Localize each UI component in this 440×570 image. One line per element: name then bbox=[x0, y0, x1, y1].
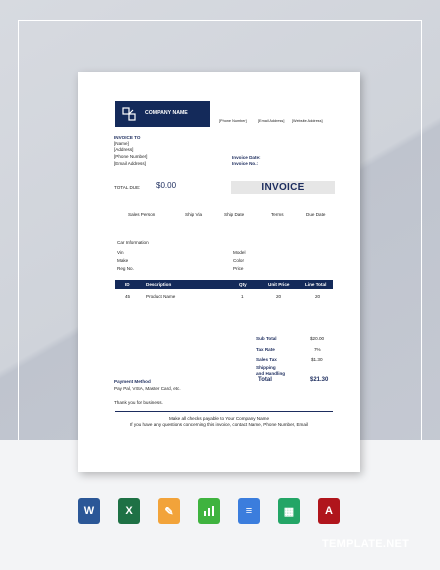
invoice-title: INVOICE bbox=[231, 181, 335, 194]
sales-tax-value: $1.30 bbox=[311, 357, 323, 362]
invoice-to-label: INVOICE TO bbox=[114, 135, 141, 140]
invoice-to-phone: [Phone Number] bbox=[114, 154, 148, 159]
terms-header: Terms bbox=[271, 212, 284, 217]
google-sheets-icon[interactable]: ▦ bbox=[278, 498, 300, 524]
payment-methods-text: Pay Pal, VISA, Master Card, etc. bbox=[114, 386, 181, 391]
sales-person-header: Sales Person bbox=[128, 212, 156, 217]
due-date-header: Due Date bbox=[306, 212, 326, 217]
excel-icon[interactable]: X bbox=[118, 498, 140, 524]
numbers-icon[interactable] bbox=[198, 498, 220, 524]
row-line-total: 20 bbox=[315, 294, 321, 299]
car-vin-label: Vin bbox=[117, 250, 124, 255]
invoice-to-name: [Name] bbox=[114, 141, 129, 146]
row-unit-price: 20 bbox=[276, 294, 282, 299]
total-due-amount: $0.00 bbox=[156, 181, 177, 190]
numbers-bars-icon bbox=[203, 505, 215, 517]
shipping-handling-label: Shipping and Handling bbox=[256, 365, 286, 376]
total-value: $21.30 bbox=[310, 377, 329, 383]
items-table-header bbox=[115, 280, 333, 289]
footer-questions-line: If you have any questions concerning this invoice, contact Name, Phone Number, Email bbox=[130, 422, 308, 427]
thank-you-text: Thank you for business. bbox=[114, 400, 163, 405]
company-website: [Website Address] bbox=[292, 119, 323, 123]
col-id: ID bbox=[125, 282, 130, 287]
total-label: Total bbox=[258, 377, 272, 383]
col-line-total: Line Total bbox=[305, 282, 327, 287]
tax-rate-value: 7% bbox=[314, 347, 321, 352]
invoice-date-label: Invoice Date: bbox=[232, 155, 261, 160]
payment-method-label: Payment Method bbox=[114, 379, 151, 384]
company-email: [Email Address] bbox=[258, 119, 285, 123]
ship-via-header: Ship Via bbox=[185, 212, 203, 217]
car-reg-label: Reg No. bbox=[117, 266, 134, 271]
invoice-no-label: Invoice No.: bbox=[232, 161, 259, 166]
col-description: Description bbox=[146, 282, 172, 287]
car-make-label: Make bbox=[117, 258, 129, 263]
car-info-label: Car Information bbox=[117, 240, 149, 245]
row-qty: 1 bbox=[241, 294, 244, 299]
company-phone: [Phone Number] bbox=[219, 119, 247, 123]
invoice-document bbox=[78, 72, 360, 472]
car-price-label: Price bbox=[233, 266, 244, 271]
pdf-icon[interactable]: A bbox=[318, 498, 340, 524]
invoice-to-address: [Address] bbox=[114, 147, 134, 152]
company-name: COMPANY NAME bbox=[145, 110, 188, 116]
footer-divider bbox=[115, 411, 333, 412]
logo-icon bbox=[122, 107, 136, 121]
invoice-to-email: [Email Address] bbox=[114, 161, 146, 166]
sales-tax-label: Sales Tax bbox=[256, 357, 277, 362]
ship-date-header: Ship Date bbox=[224, 212, 245, 217]
footer-checks-line: Make all checks payable to Your Company Name bbox=[168, 416, 270, 421]
row-description: Product Name bbox=[146, 294, 176, 299]
company-logo-block bbox=[115, 101, 210, 127]
word-icon[interactable]: W bbox=[78, 498, 100, 524]
app-icons-row bbox=[78, 498, 338, 524]
row-id: 45 bbox=[125, 294, 131, 299]
subtotal-value: $20.00 bbox=[310, 336, 325, 341]
google-docs-icon[interactable]: ≡ bbox=[238, 498, 260, 524]
pages-icon[interactable]: ✎ bbox=[158, 498, 180, 524]
col-unit-price: Unit Price bbox=[268, 282, 290, 287]
car-model-label: Model bbox=[233, 250, 246, 255]
subtotal-label: Sub Total bbox=[256, 336, 277, 341]
tax-rate-label: Tax Rate bbox=[256, 347, 275, 352]
brand-watermark: TEMPLATE.NET bbox=[322, 538, 410, 550]
car-color-label: Color bbox=[233, 258, 244, 263]
col-qty: Qty bbox=[239, 282, 247, 287]
total-due-label: TOTAL DUE: bbox=[114, 185, 141, 190]
